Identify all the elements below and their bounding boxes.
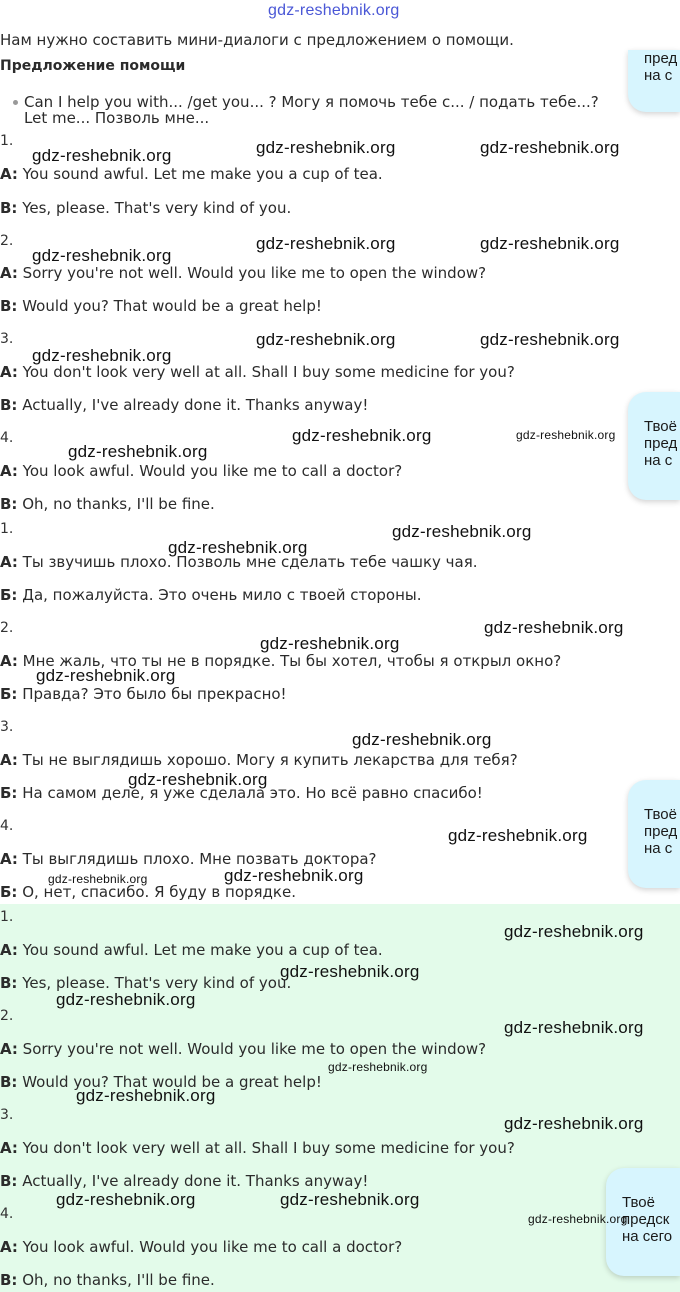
dialog-line-a: A: You look awful. Would you like me to call a doctor? — [0, 1238, 403, 1256]
watermark: gdz-reshebnik.org — [480, 234, 620, 253]
watermark: gdz-reshebnik.org — [32, 246, 172, 265]
dialog-line-a: A: Мне жаль, что ты не в порядке. Ты бы хотел, чтобы я открыл окно? — [0, 652, 562, 670]
dialog-line-a: A: Ты выглядишь плохо. Мне позвать доктора? — [0, 850, 377, 868]
dialog-number: 3. — [0, 1107, 14, 1123]
watermark: gdz-reshebnik.org — [260, 634, 400, 653]
chat-bubble[interactable]: Твоё предск на сего — [606, 1168, 680, 1276]
watermark: gdz-reshebnik.org — [128, 770, 268, 789]
watermark: gdz-reshebnik.org — [224, 866, 364, 885]
watermark: gdz-reshebnik.org — [480, 330, 620, 349]
watermark: gdz-reshebnik.org — [504, 1018, 644, 1037]
watermark: gdz-reshebnik.org — [448, 826, 588, 845]
dialog-line-b: B: Actually, I've already done it. Thanks anyway! — [0, 396, 369, 414]
dialog-line-a: A: Ты не выглядишь хорошо. Могу я купить лекарства для тебя? — [0, 751, 518, 769]
watermark: gdz-reshebnik.org — [504, 1114, 644, 1133]
dialog-number: 1. — [0, 521, 14, 537]
dialog-number: 4. — [0, 818, 14, 834]
watermark: gdz-reshebnik.org — [528, 1212, 628, 1226]
dialog-line-b: B: Would you? That would be a great help! — [0, 297, 322, 315]
watermark: gdz-reshebnik.org — [256, 330, 396, 349]
watermark: gdz-reshebnik.org — [56, 1190, 196, 1209]
watermark: gdz-reshebnik.org — [48, 872, 148, 886]
watermark: gdz-reshebnik.org — [256, 234, 396, 253]
dialog-number: 4. — [0, 1206, 14, 1222]
watermark: gdz-reshebnik.org — [280, 962, 420, 981]
dialog-number: 2. — [0, 620, 14, 636]
bullet-dot-icon — [13, 100, 18, 105]
chat-bubble[interactable]: пред на с — [628, 50, 680, 112]
dialog-line-a: A: Sorry you're not well. Would you like me to open the window? — [0, 264, 487, 282]
watermark: gdz-reshebnik.org — [480, 138, 620, 157]
watermark: gdz-reshebnik.org — [352, 730, 492, 749]
bullet-item-cut: Let me... Позволь мне... — [24, 109, 210, 127]
dialog-line-b: B: Oh, no thanks, I'll be fine. — [0, 495, 215, 513]
watermark: gdz-reshebnik.org — [32, 346, 172, 365]
dialog-line-b: B: Yes, please. That's very kind of you. — [0, 199, 292, 217]
watermark: gdz-reshebnik.org — [68, 442, 208, 461]
dialog-line-b: Б: Правда? Это было бы прекрасно! — [0, 685, 287, 703]
dialog-line-b: B: Actually, I've already done it. Thanks anyway! — [0, 1172, 369, 1190]
watermark: gdz-reshebnik.org — [256, 138, 396, 157]
chat-bubble[interactable]: Твоё пред на с — [628, 780, 680, 888]
dialog-line-a: A: You sound awful. Let me make you a cup of tea. — [0, 941, 383, 959]
dialog-number: 3. — [0, 719, 14, 735]
bullet-item: Can I help you with... /get you... ? Могу я помочь тебе с... / подать тебе...? — [24, 93, 599, 111]
watermark: gdz-reshebnik.org — [504, 922, 644, 941]
site-watermark-top[interactable]: gdz-reshebnik.org — [268, 2, 400, 19]
dialog-line-a: A: You don't look very well at all. Shall I buy some medicine for you? — [0, 1139, 515, 1157]
watermark: gdz-reshebnik.org — [56, 990, 196, 1009]
watermark: gdz-reshebnik.org — [36, 666, 176, 685]
watermark: gdz-reshebnik.org — [76, 1086, 216, 1105]
dialog-line-b: B: Would you? That would be a great help! — [0, 1073, 322, 1091]
section-title: Предложение помощи — [0, 58, 186, 74]
watermark: gdz-reshebnik.org — [484, 618, 624, 637]
dialog-number: 2. — [0, 1008, 14, 1024]
watermark: gdz-reshebnik.org — [392, 522, 532, 541]
watermark: gdz-reshebnik.org — [280, 1190, 420, 1209]
watermark: gdz-reshebnik.org — [32, 146, 172, 165]
dialog-line-b: Б: На самом деле, я уже сделала это. Но всё равно спасибо! — [0, 784, 483, 802]
dialog-line-b: Б: О, нет, спасибо. Я буду в порядке. — [0, 883, 296, 901]
dialog-line-a: A: You look awful. Would you like me to call a doctor? — [0, 462, 403, 480]
dialog-number: 2. — [0, 233, 14, 249]
watermark: gdz-reshebnik.org — [292, 426, 432, 445]
dialog-line-b: B: Oh, no thanks, I'll be fine. — [0, 1271, 215, 1289]
intro-text: Нам нужно составить мини-диалоги с предложением о помощи. — [0, 31, 514, 49]
dialog-line-a: A: You don't look very well at all. Shall I buy some medicine for you? — [0, 363, 515, 381]
chat-bubble[interactable]: Твоё пред на с — [628, 392, 680, 500]
dialog-number: 1. — [0, 133, 14, 149]
dialog-line-a: A: You sound awful. Let me make you a cup of tea. — [0, 165, 383, 183]
watermark: gdz-reshebnik.org — [516, 428, 616, 442]
dialog-number: 3. — [0, 331, 14, 347]
dialog-number: 1. — [0, 909, 14, 925]
watermark: gdz-reshebnik.org — [328, 1060, 428, 1074]
dialog-line-b: B: Yes, please. That's very kind of you. — [0, 974, 292, 992]
dialog-line-a: A: Ты звучишь плохо. Позволь мне сделать тебе чашку чая. — [0, 553, 478, 571]
dialog-line-b: Б: Да, пожалуйста. Это очень мило с твоей стороны. — [0, 586, 422, 604]
dialog-number: 4. — [0, 430, 14, 446]
dialog-line-a: A: Sorry you're not well. Would you like me to open the window? — [0, 1040, 487, 1058]
watermark: gdz-reshebnik.org — [168, 538, 308, 557]
